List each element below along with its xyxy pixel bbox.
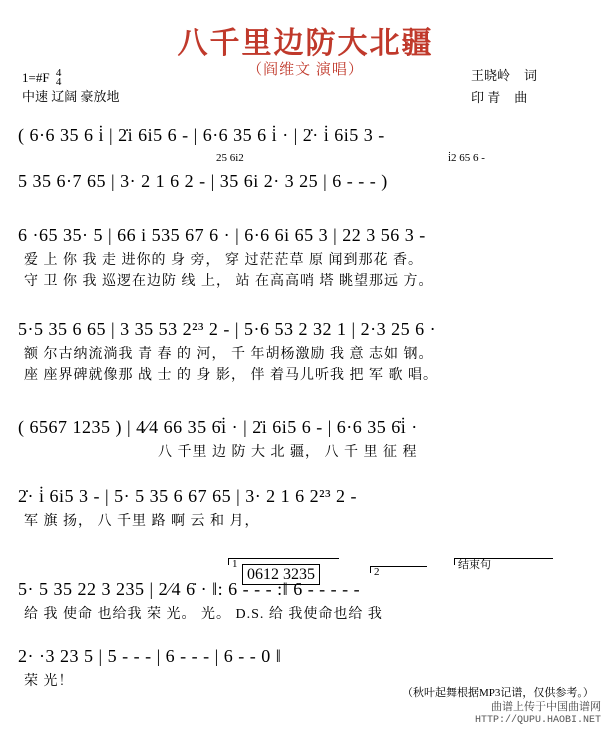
key-label: 1= xyxy=(22,70,36,85)
score-system-7 xyxy=(18,554,593,625)
lyric-line-4b: 座 座界碑就像那 战 士 的 身 影， 伴 着马儿听我 把 军 歌 唱。 xyxy=(24,368,438,383)
transcription-note: （秋叶起舞根据MP3记谱，仅供参考。） xyxy=(402,687,594,699)
time-signature-top: 4 xyxy=(55,67,62,79)
note-line-5: ( 6567 1235 ) | 4⁄4 66 35 6̇i̇ · | 2̇i 6i5 6 - | 6·6 35 6̇i̇ · xyxy=(18,417,418,437)
lyricist-name: 王晓岭 xyxy=(470,68,510,83)
lyric-line-7: 给 我 使命 也给我 荣 光。 光。 D.S. 给 我使命也给 我 xyxy=(24,607,383,622)
singer-credit: （阎维文 演唱） xyxy=(247,62,364,78)
score-system-1 xyxy=(18,120,593,150)
lyric-line-6: 军 旗 扬， 八 千里 路 啊 云 和 月， xyxy=(24,514,260,529)
page-title: 八千里边防大北疆 xyxy=(177,27,434,60)
site-url[interactable]: HTTP://QUPU.HAOBI.NET xyxy=(474,715,601,726)
tempo-style: 中速 辽阔 豪放地 xyxy=(22,89,120,104)
score-meta-right xyxy=(471,65,537,109)
time-signature-bottom: 4 xyxy=(55,76,62,88)
note-line-2-ornament-a: 25 6i2 xyxy=(216,152,244,164)
ending-label-2: 2 xyxy=(374,566,380,578)
note-line-6: 2̇· i̇ 6i5 3 - | 5· 5 35 6 67 65 | 3· 2 1 6 2²³ 2 - xyxy=(18,486,357,506)
score-system-2 xyxy=(18,152,593,196)
lyric-line-8: 荣 光！ xyxy=(24,674,74,689)
note-line-4: 5·5 35 6 65 | 3 35 53 2²³ 2 - | 5·6 53 2 32 1 | 2·3 25 6 · xyxy=(18,319,437,339)
score-body xyxy=(0,118,611,692)
lyric-line-3b: 守 卫 你 我 巡逻在边防 线 上， 站 在高高哨 塔 眺望那远 方。 xyxy=(24,274,434,289)
note-line-7: 5· 5 35 22 3 235 | 2⁄4 6̇ · ‖: 6 - - - :‖ 6 - - - - - xyxy=(18,579,361,599)
note-line-2-ornament-b: i̇2 65 6 - xyxy=(448,152,485,164)
lyric-line-3a: 爱 上 你 我 走 进你的 身 旁， 穿 过茫茫草 原 闻到那花 香。 xyxy=(24,253,423,268)
note-line-8: 2· ·3 23 5 | 5 - - - | 6 - - - | 6 - - 0 ‖ xyxy=(18,646,282,666)
score-meta-left xyxy=(22,68,120,106)
grace-note-box: 0612 3235 xyxy=(242,564,320,585)
time-signature xyxy=(56,69,62,87)
composer-role: 曲 xyxy=(514,90,528,105)
ending-label-1: 1 xyxy=(232,558,238,570)
note-line-3: 6 ·65 35· 5 | 66 i 535 67 6 · | 6·6 6i 65 3 | 22 3 56 3 - xyxy=(18,225,426,245)
composer-name: 印 青 xyxy=(470,90,501,105)
site-credit-text: 曲谱上传于中国曲谱网 xyxy=(491,701,601,713)
lyric-line-5: 八 千里 边 防 大 北 疆， 八 千 里 征 程 xyxy=(158,445,418,460)
site-credit xyxy=(475,700,601,728)
score-system-6 xyxy=(18,481,593,532)
score-system-4 xyxy=(18,314,593,386)
score-system-5 xyxy=(18,412,593,463)
note-line-1: ( 6·6 35 6 i̇ | 2̇i 6i5 6 - | 6·6 35 6 i̇ · | 2̇· i̇ 6i5 3 - xyxy=(18,125,385,145)
note-line-2: 5 35 6·7 65 | 3· 2 1 6 2 - | 35 6i 2· 3 25 | 6 - - - ) xyxy=(18,171,388,191)
lyricist-role: 词 xyxy=(523,68,537,83)
key-value: #F xyxy=(35,70,50,85)
ending-label-final: 结束句 xyxy=(458,559,491,571)
lyric-line-4a: 额 尔古纳流淌我 青 春 的 河， 千 年胡杨激励 我 意 志如 钢。 xyxy=(24,347,434,362)
score-system-3 xyxy=(18,220,593,292)
